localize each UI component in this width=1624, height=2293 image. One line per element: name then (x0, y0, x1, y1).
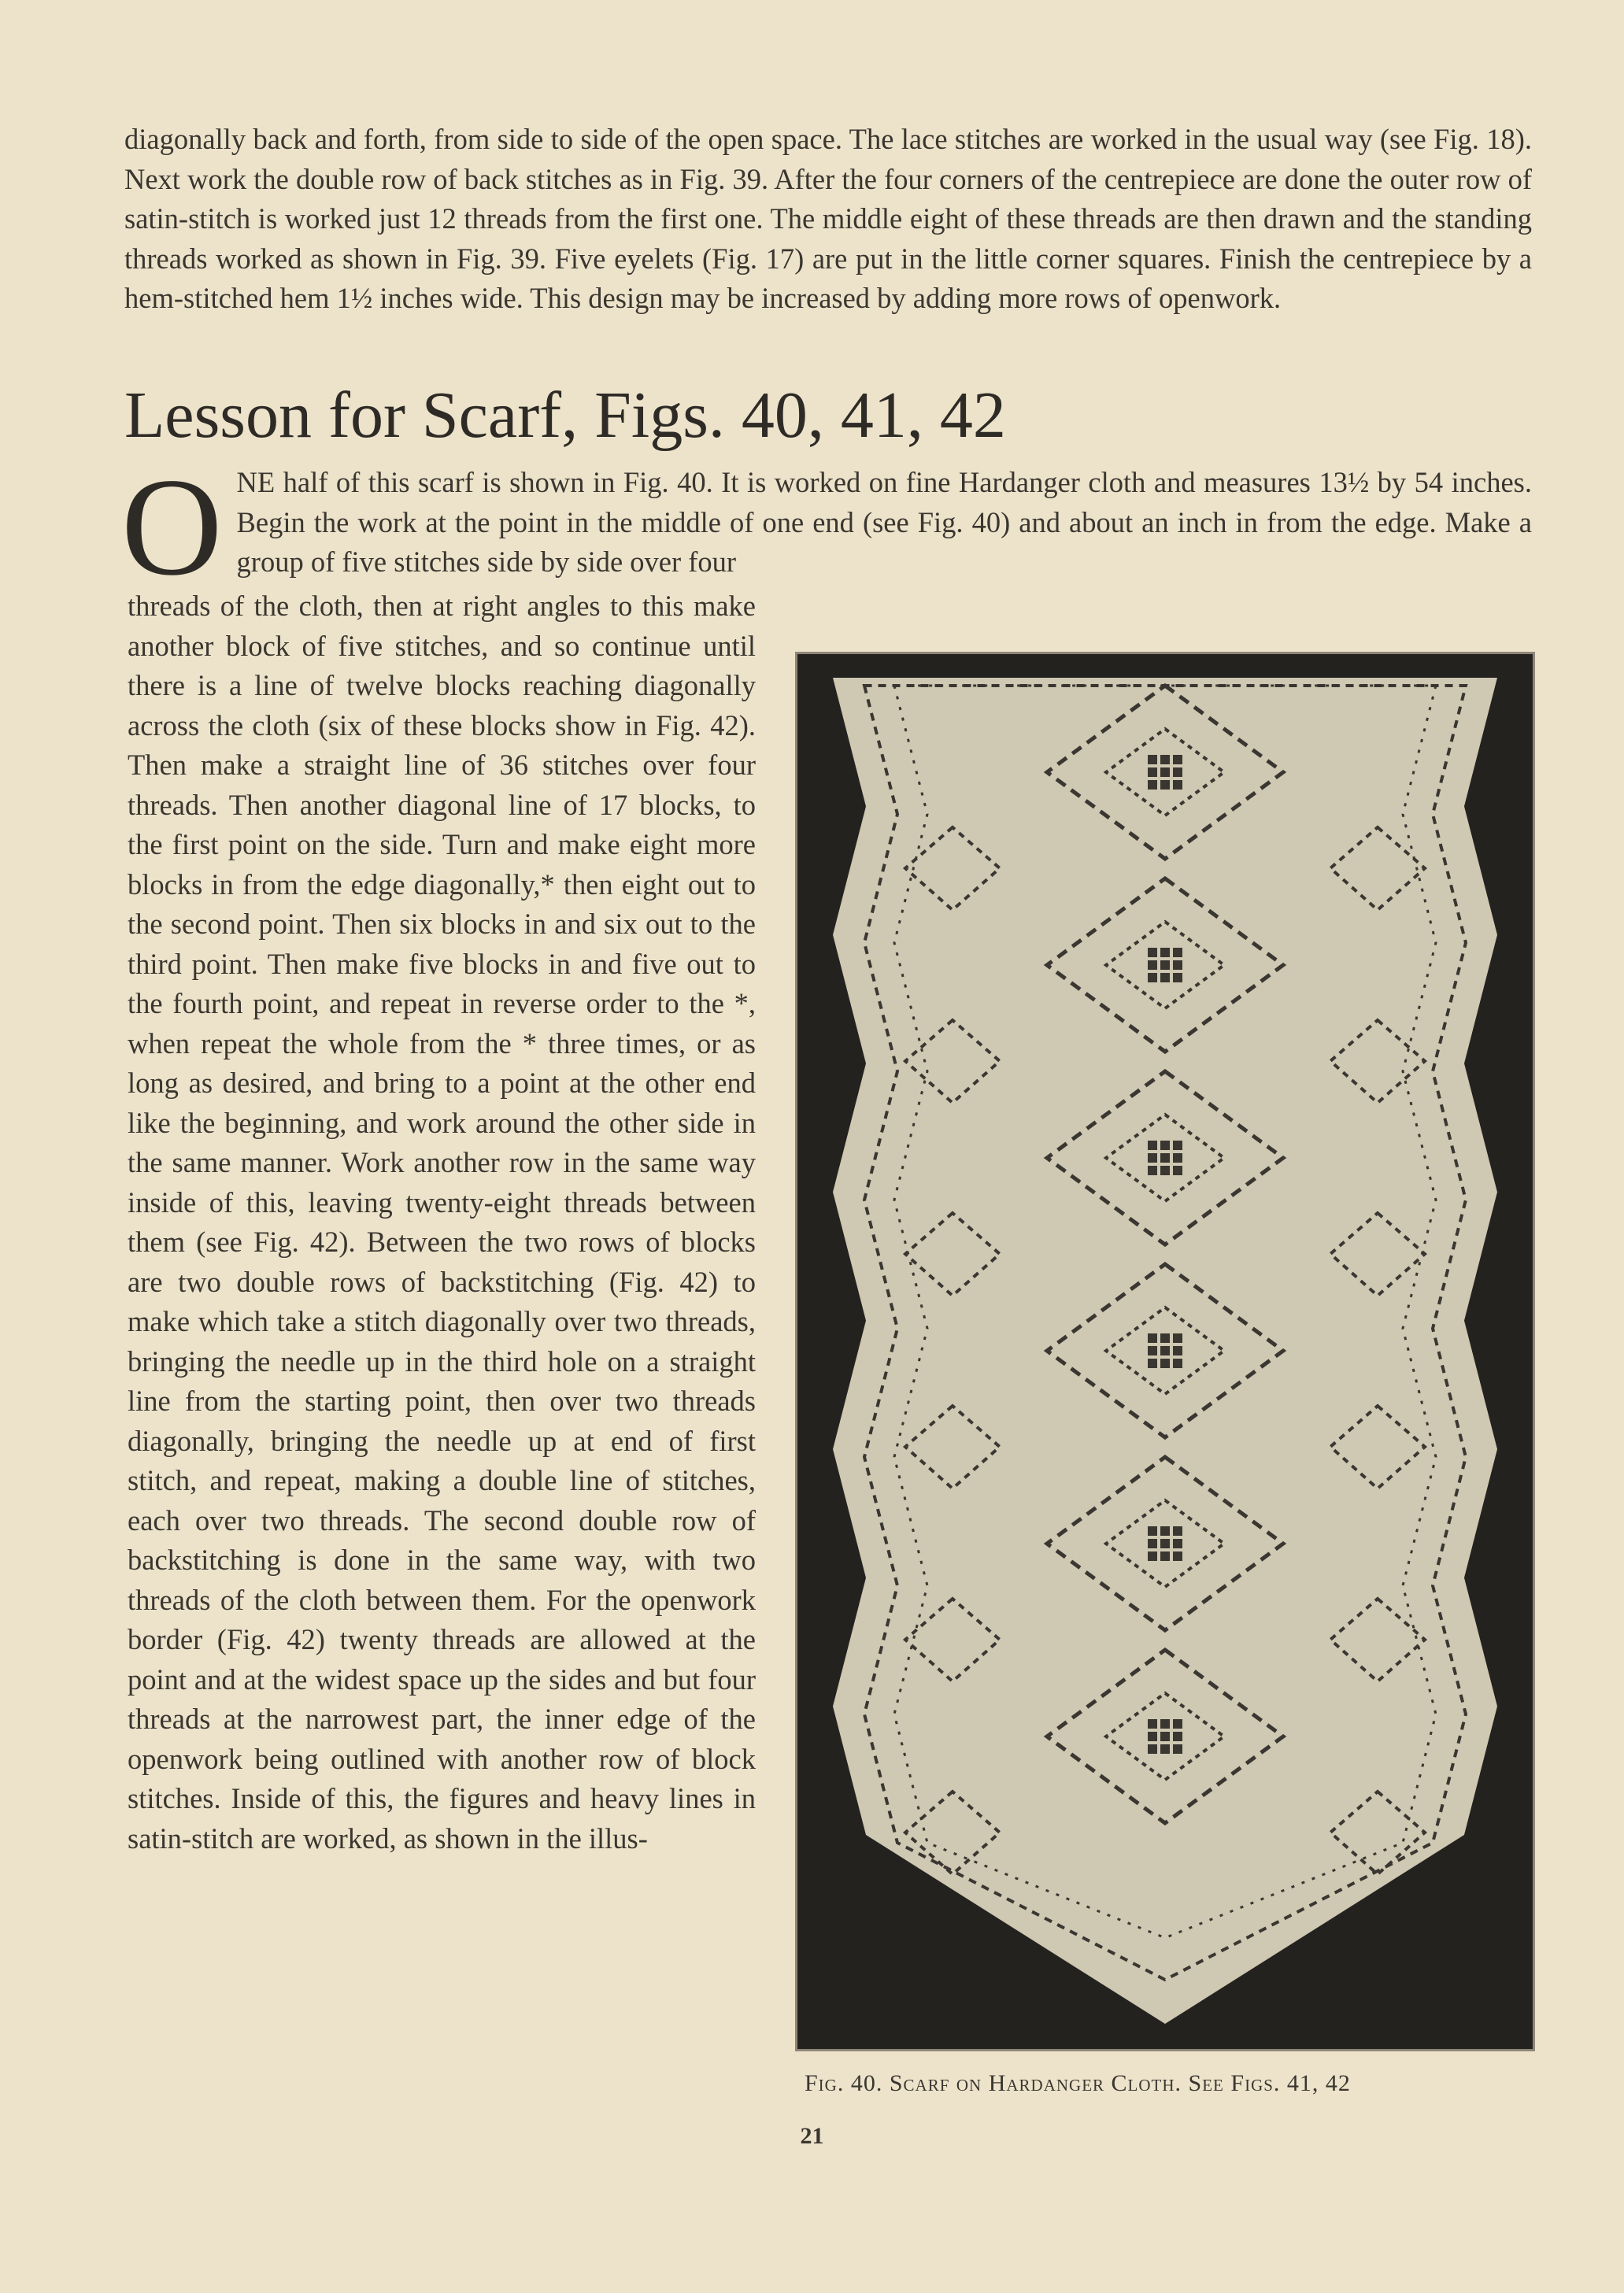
lesson-opening-text: NE half of this scarf is shown in Fig. 40. It is worked on fine Hardanger cloth and measures 13½ by 54 inches. Begin the work at the point in the middle of one end (see Fig. 40) and about an inch in from the edge. Make a group of five stitches side by side over four (236, 466, 1532, 578)
lesson-opening-paragraph (121, 449, 1532, 605)
scarf-photograph (795, 652, 1535, 2051)
page-number: 21 (800, 2123, 824, 2149)
lesson-heading: Lesson for Scarf, Figs. 40, 41, 42 (124, 379, 1006, 452)
scarf-illustration (797, 654, 1533, 2049)
intro-paragraph: diagonally back and forth, from side to side of the open space. The lace stitches are worked in the usual way (see Fig. 18). Next work the double row of back stitches as in Fig. 39. After the four corners of the centrepiece are done the outer row of satin-stitch is worked just 12 threads from the first one. The middle eight of these threads are then drawn and the standing threads worked as shown in Fig. 39. Five eyelets (Fig. 17) are put in the little corner squares. Finish the centrepiece by a hem-stitched hem 1½ inches wide. This design may be increased by adding more rows of openwork. (124, 123, 1532, 314)
figure-caption: Fig. 40. Scarf on Hardanger Cloth. See Figs. 41, 42 (805, 2070, 1351, 2096)
drop-cap: O (121, 449, 223, 605)
lesson-column-text: threads of the cloth, then at right angles to this make another block of five stitches, and so continue until there is a line of twelve blocks reaching diagonally across the cloth (six of these blocks show in Fig. 42). Then make a straight line of 36 stitches over four threads. Then another diagonal line of 17 blocks, to the first point on the side. Turn and make eight more blocks in from the edge diagonally,* then eight out to the second point. Then six blocks in and six out to the third point. Then make five blocks in and five out to the fourth point, and repeat in reverse order to the *, when repeat the whole from the * three times, or as long as desired, and bring to a point at the other end like the beginning, and work around the other side in the same manner. Work another row in the same way inside of this, leaving twenty-eight threads between them (see Fig. 42). Between the two rows of blocks are two double rows of backstitching (Fig. 42) to make which take a stitch diagonally over two threads, bringing the needle up in the third hole on a straight line from the starting point, then over two threads diagonally, bringing the needle up at end of first stitch, and repeat, making a double line of stitches, each over two threads. The second double row of backstitching is done in the same way, with two threads of the cloth between them. For the openwork border (Fig. 42) twenty threads are allowed at the point and at the widest space up the sides and but four threads at the narrowest part, the inner edge of the openwork being outlined with another row of block stitches. Inside of this, the figures and heavy lines in satin-stitch are worked, as shown in the illus- (128, 590, 756, 1855)
